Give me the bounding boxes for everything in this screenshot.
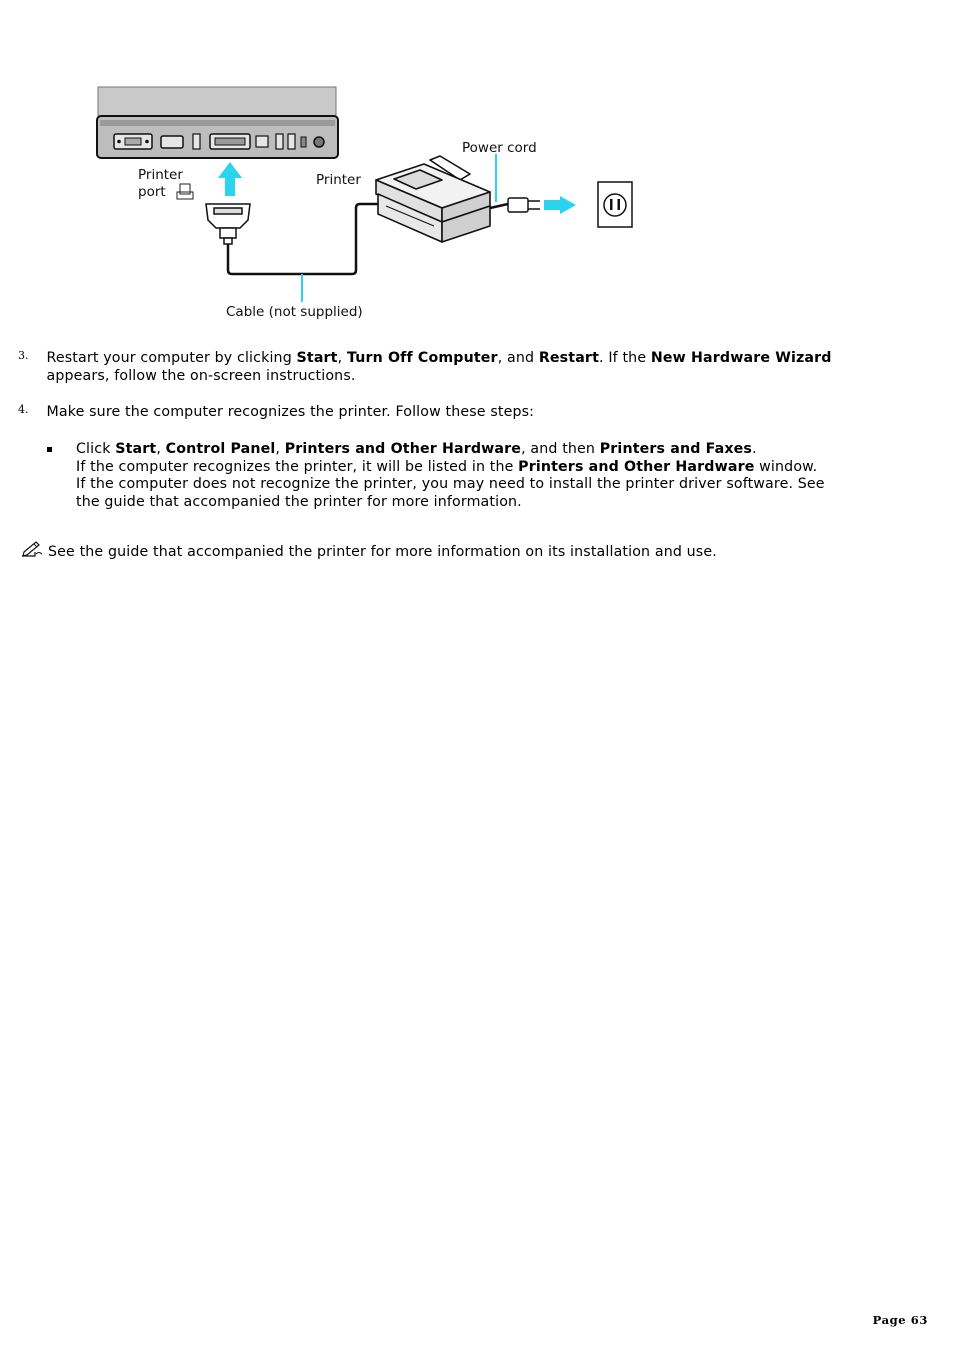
substep-text: Click Start, Control Panel, Printers and Other Hardware, and then Printers and Faxes. If the computer recognizes the printer, it will be listed in the Printers and Other Hardware window. If the computer does not recognize the printer, you may need to install the printer driver software. See the guide that accompanied the printer for more information.	[76, 441, 825, 510]
printer-connection-diagram	[94, 84, 642, 324]
wall-outlet-icon	[598, 182, 632, 227]
printer-icon	[376, 156, 490, 242]
note-pencil-icon	[20, 540, 44, 564]
printer-port-label-line1: Printer	[138, 167, 183, 183]
bullet-square-icon	[47, 447, 52, 452]
step-3-text: Restart your computer by clicking Start, Turn Off Computer, and Restart. If the New Hardware Wizard appears, follow the on-screen instructions.	[46, 350, 832, 384]
cable-label: Cable (not supplied)	[226, 304, 363, 320]
page-number: Page 63	[872, 1313, 928, 1327]
power-cord-label: Power cord	[462, 140, 537, 156]
printer-port-label-line2: port	[138, 184, 166, 200]
note-text: See the guide that accompanied the printer for more information on its installation and use.	[48, 544, 717, 560]
diagram-svg	[94, 84, 642, 324]
parallel-connector-icon	[206, 204, 250, 244]
step-number: 4.	[18, 403, 29, 416]
power-plug-icon	[508, 198, 540, 212]
printer-cable	[228, 204, 384, 274]
laptop-rear-panel	[97, 87, 338, 158]
right-arrow-icon	[544, 196, 576, 214]
step-4-text: Make sure the computer recognizes the printer. Follow these steps:	[46, 404, 535, 420]
printer-port-icon	[177, 184, 193, 199]
note	[20, 540, 717, 564]
printer-label: Printer	[316, 172, 361, 188]
up-arrow-icon	[218, 162, 242, 196]
power-cord	[490, 204, 508, 208]
step-number: 3.	[18, 349, 29, 362]
